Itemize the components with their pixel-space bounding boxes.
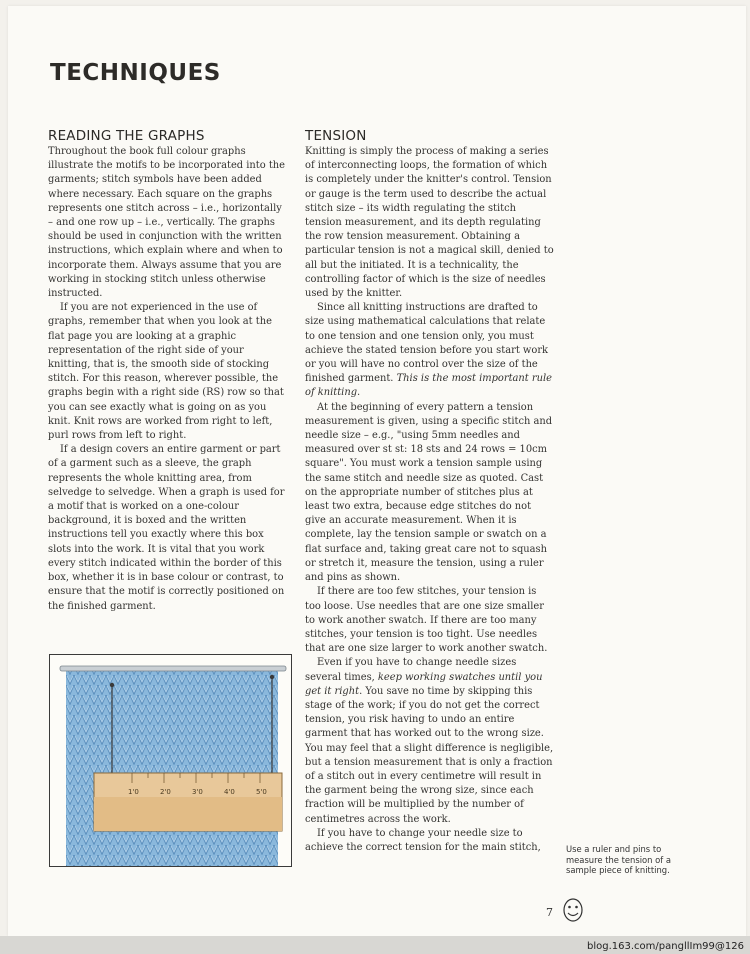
page-title: TECHNIQUES	[50, 60, 221, 86]
reading-paragraph-1: Throughout the book full colour graphs illustrate the motifs to be incorporated into the garments; stitch symbols have been added where necessary. Each square on the graphs represents one stitch across – i.e., horizontally – and one row up – i.e., vertically. The graphs should be used in conjunction with the written instructions, which explain where and when to incorporate them. Always assume that you are working in stocking stitch unless otherwise instructed.	[48, 146, 285, 300]
knitted-swatch	[66, 669, 278, 866]
reading-paragraph-3: If a design covers an entire garment or part of a garment such as a sleeve, the graph represents the whole knitting area, from selvedge to selvedge. When a graph is used for a motif that is worked on a one-colour background, it is boxed and the written instructions tell you exactly where this box slots into the work. It is vital that you work every stitch indicated within the border of this box, whether it is in base colour or contrast, to ensure that the motif is correctly positioned on the finished garment.	[48, 444, 285, 612]
book-page	[8, 6, 746, 936]
watermark-bar	[0, 936, 750, 954]
ruler-mark-3: 3'0	[192, 788, 203, 796]
reading-graphs-heading: READING THE GRAPHS	[48, 128, 205, 144]
left-pin-head	[110, 683, 114, 687]
publisher-logo-icon	[561, 896, 585, 924]
tension-p2-text: Since all knitting instructions are drafted to size using mathematical calculations that relate to one tension and one tension only, you must achieve the stated tension before you start work or you will have no control over the size of the finished garment.	[305, 302, 549, 385]
ruler-mark-1: 1'0	[128, 788, 139, 796]
swatch-svg	[50, 655, 291, 866]
tension-paragraph-3: At the beginning of every pattern a tension measurement is given, using a specific stitch and needle size – e.g., "using 5mm needles and measured over st st: 18 sts and 24 rows = 10cm square". You must work a tension sample using the same stitch and needle size as quoted. Cast on the appropriate number of stitches plus at least two extra, because edge stitches do not give an accurate measurement. When it is complete, lay the tension sample or swatch on a flat surface and, taking great care not to squash or stretch it, measure the tension, using a ruler and pins as shown.	[305, 401, 553, 584]
tension-paragraph-2	[305, 301, 555, 400]
reading-graphs-section	[48, 128, 288, 614]
tension-heading: TENSION	[305, 128, 367, 144]
ruler-mark-5: 5'0	[256, 788, 267, 796]
tension-section	[305, 128, 555, 855]
tension-paragraph-5	[305, 656, 555, 826]
knitting-needle	[60, 666, 286, 671]
tension-p2-emphasis: This is the most important rule of knitting.	[305, 373, 552, 399]
tension-swatch-illustration	[49, 654, 292, 867]
ruler-mark-2: 2'0	[160, 788, 171, 796]
ruler-mark-4: 4'0	[224, 788, 235, 796]
right-pin-head	[270, 675, 274, 679]
reading-paragraph-2: If you are not experienced in the use of graphs, remember that when you look at the flat page you are looking at a graphic representation of the right side of your knitting, that is, the smooth side of stocking stitch. For this reason, wherever possible, the graphs begin with a right side (RS) row so that you can see exactly what is going on as you knit. Knit rows are worked from right to left, purl rows from left to right.	[48, 302, 284, 442]
watermark-text: blog.163.com/pangllIm99@126	[587, 941, 744, 952]
page-number: 7	[546, 906, 553, 919]
tension-p5-text: Even if you have to change needle sizes several times,	[305, 657, 517, 683]
tension-paragraph-4: If there are too few stitches, your tension is too loose. Use needles that are one size smaller to work another swatch. If there are too many stitches, your tension is too tight. Use needles that are one size larger to work another swatch.	[305, 586, 548, 655]
tension-paragraph-1: Knitting is simply the process of making a series of interconnecting loops, the formation of which is completely under the knitter's control. Tension or gauge is the term used to describe the actual stitch size – its width regulating the stitch tension measurement, and its depth regulating the row tension measurement. Obtaining a particular tension is not a magical skill, denied to all but the initiated. It is a technicality, the controlling factor of which is the size of needles used by the knitter.	[305, 146, 554, 300]
tension-paragraph-6: If you have to change your needle size to achieve the correct tension for the main stitch,	[305, 827, 541, 853]
tension-p5-emphasis: keep working swatches until you get it right	[305, 671, 543, 697]
tension-p5-end: . You save no time by skipping this stage of the work; if you do not get the correct tension, you risk having to undo an entire garment that has worked out to the wrong size. You may feel that a slight difference is negligible, but a tension measurement that is only a fraction of a stitch out in every centimetre will result in the garment being the wrong size, since each fraction will be multiplied by the number of centimetres across the work.	[305, 685, 554, 825]
figure-caption: Use a ruler and pins to measure the tension of a sample piece of knitting.	[566, 844, 671, 875]
